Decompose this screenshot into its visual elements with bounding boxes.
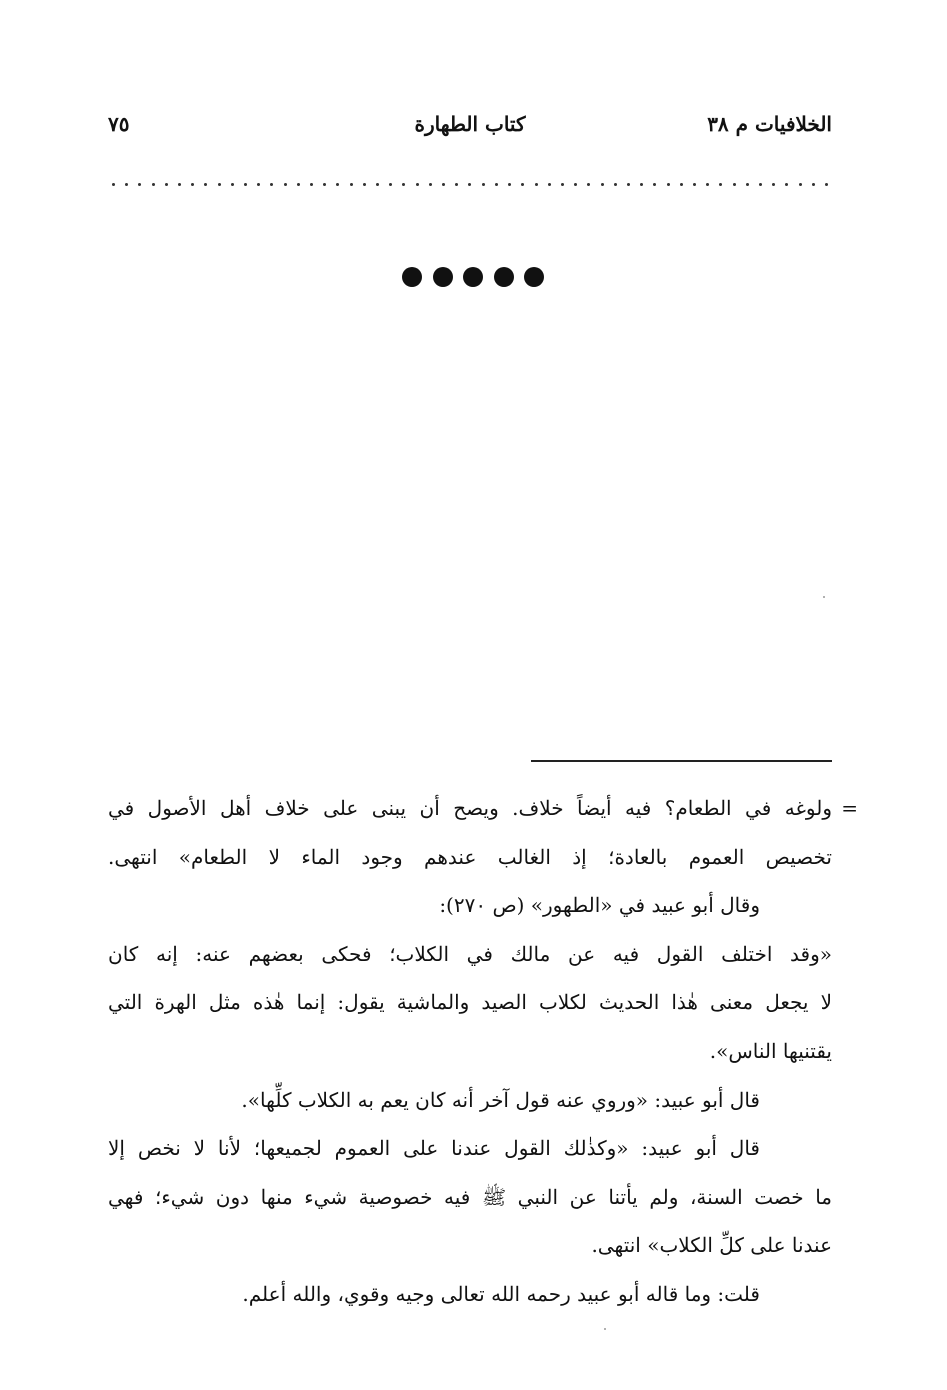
separator-dot bbox=[772, 183, 775, 186]
footnote-rule bbox=[531, 760, 832, 762]
separator-dot bbox=[310, 183, 313, 186]
page-number: ٧٥ bbox=[108, 112, 130, 136]
footnote-line: تخصيص العموم بالعادة؛ إذ الغالب عندهم وجود الماء لا الطعام» انتهى. bbox=[108, 844, 832, 869]
ornament-dot bbox=[494, 267, 514, 287]
continuation-marker: = bbox=[841, 796, 858, 820]
separator-dot bbox=[191, 183, 194, 186]
scan-speck bbox=[604, 1328, 606, 1330]
separator-dot bbox=[284, 183, 287, 186]
separator-dot bbox=[759, 183, 762, 186]
separator-dot bbox=[178, 183, 181, 186]
chapter-mark: الخلافيات م ٣٨ bbox=[707, 112, 832, 136]
separator-dot bbox=[799, 183, 802, 186]
separator-dot bbox=[746, 183, 749, 186]
separator-dot bbox=[152, 183, 155, 186]
separator-dot bbox=[270, 183, 273, 186]
separator-dot bbox=[561, 183, 564, 186]
separator-dot bbox=[719, 183, 722, 186]
separator-dot bbox=[165, 183, 168, 186]
ornament-dot bbox=[402, 267, 422, 287]
separator-dot bbox=[785, 183, 788, 186]
separator-dot bbox=[204, 183, 207, 186]
separator-dot bbox=[482, 183, 485, 186]
separator-dot bbox=[548, 183, 551, 186]
separator-dot bbox=[508, 183, 511, 186]
footnote-line: قال أبو عبيد: «وروي عنه قول آخر أنه كان يعم به الكلاب كلِّها». bbox=[241, 1087, 760, 1112]
separator-dot bbox=[601, 183, 604, 186]
footnote-block bbox=[108, 788, 858, 1323]
separator-dot bbox=[667, 183, 670, 186]
footnote-line: «وقد اختلف القول فيه عن مالك في الكلاب؛ فحكى بعضهم عنه: إنه كان bbox=[108, 941, 832, 966]
separator-dot bbox=[455, 183, 458, 186]
separator-dot bbox=[350, 183, 353, 186]
separator-dot bbox=[125, 183, 128, 186]
separator-dot bbox=[442, 183, 445, 186]
separator-dot bbox=[614, 183, 617, 186]
separator-dot bbox=[257, 183, 260, 186]
footnote-line: ما خصت السنة، ولم يأتنا عن النبي ﷺ فيه خصوصية شيء منها دون شيء؛ فهي bbox=[108, 1184, 832, 1209]
separator-dot bbox=[587, 183, 590, 186]
separator-dot bbox=[218, 183, 221, 186]
ornament-dot bbox=[433, 267, 453, 287]
separator-dot bbox=[574, 183, 577, 186]
separator-dot bbox=[297, 183, 300, 186]
separator-dot bbox=[468, 183, 471, 186]
ornament-dot bbox=[524, 267, 544, 287]
separator-dot bbox=[680, 183, 683, 186]
separator-dot bbox=[416, 183, 419, 186]
separator-dot bbox=[693, 183, 696, 186]
separator-dot bbox=[138, 183, 141, 186]
separator-dot bbox=[231, 183, 234, 186]
separator-dot bbox=[389, 183, 392, 186]
book-title: كتاب الطهارة bbox=[414, 112, 526, 136]
separator-dot bbox=[112, 183, 115, 186]
footnote-line: قلت: وما قاله أبو عبيد رحمه الله تعالى وجيه وقوي، والله أعلم. bbox=[242, 1281, 760, 1306]
separator-dot bbox=[706, 183, 709, 186]
separator-dot bbox=[733, 183, 736, 186]
separator-dot bbox=[336, 183, 339, 186]
separator-dot bbox=[825, 183, 828, 186]
separator-dot bbox=[495, 183, 498, 186]
separator-dot bbox=[812, 183, 815, 186]
separator-dot bbox=[244, 183, 247, 186]
separator-dot bbox=[323, 183, 326, 186]
separator-dot bbox=[535, 183, 538, 186]
footnote-line: لا يجعل معنى هٰذا الحديث لكلاب الصيد والماشية يقول: إنما هٰذه مثل الهرة التي bbox=[108, 990, 832, 1015]
ornament-dot bbox=[463, 267, 483, 287]
separator-dot bbox=[653, 183, 656, 186]
running-header bbox=[108, 112, 832, 148]
separator-dot bbox=[640, 183, 643, 186]
footnote-line: وقال أبو عبيد في «الطهور» (ص ٢٧٠): bbox=[439, 893, 760, 918]
footnote-line: يقتنيها الناس». bbox=[709, 1038, 832, 1063]
footnote-line: قال أبو عبيد: «وكذٰلك القول عندنا على العموم لجميعها؛ لأنا لا نخص إلا bbox=[108, 1136, 760, 1161]
separator-dot bbox=[376, 183, 379, 186]
separator-dot bbox=[363, 183, 366, 186]
scan-speck bbox=[823, 596, 825, 598]
separator-dot bbox=[429, 183, 432, 186]
separator-dot bbox=[627, 183, 630, 186]
footnote-line: = ولوغه في الطعام؟ فيه أيضاً خلاف. ويصح أن يبنى على خلاف أهل الأصول في bbox=[108, 788, 832, 837]
separator-dot bbox=[521, 183, 524, 186]
section-end-ornament bbox=[402, 266, 544, 288]
dotted-separator bbox=[112, 178, 828, 190]
footnote-line: عندنا على كلِّ الكلاب» انتهى. bbox=[591, 1233, 832, 1258]
separator-dot bbox=[402, 183, 405, 186]
